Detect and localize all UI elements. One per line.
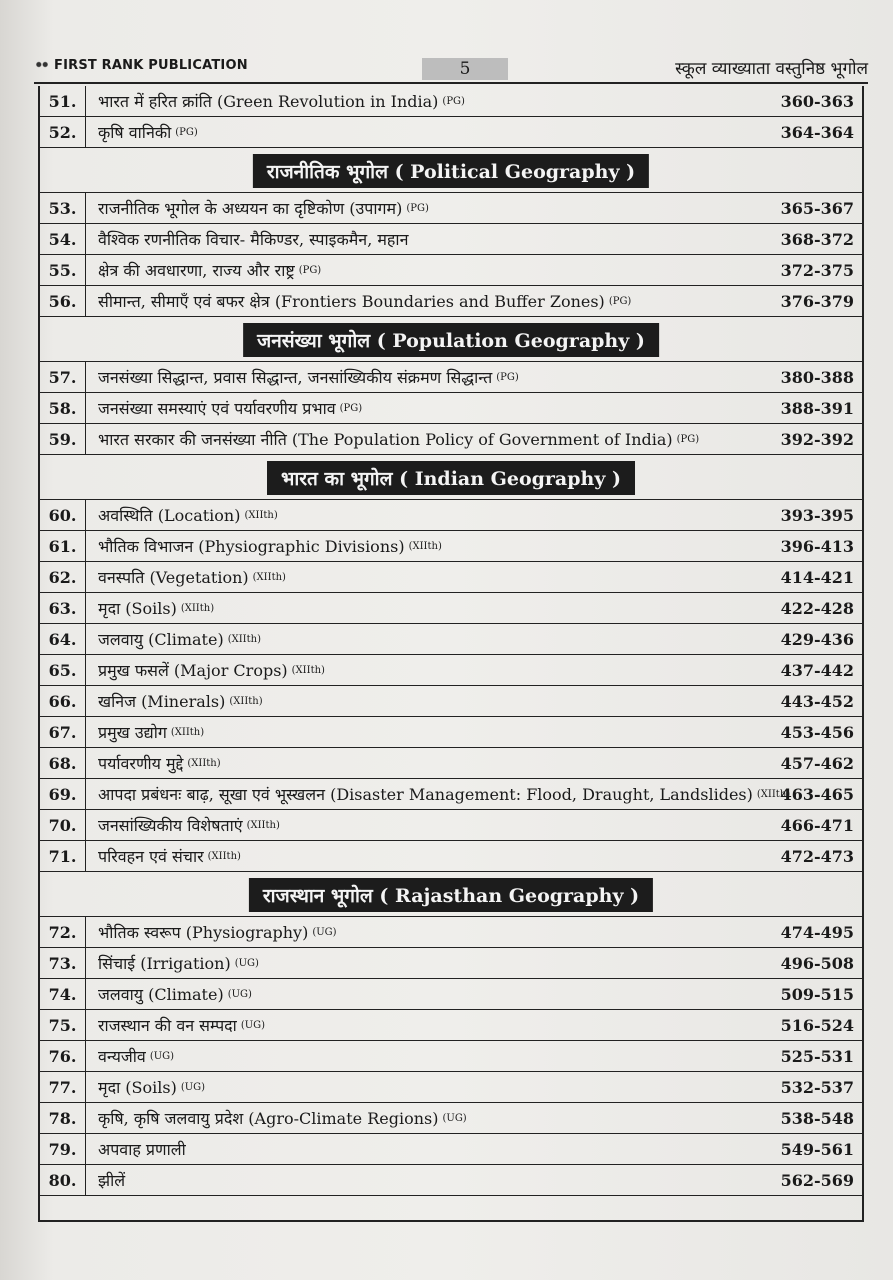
page-range: 463-465 <box>780 784 854 804</box>
toc-row <box>40 1010 862 1041</box>
level-tag: (XIIth) <box>291 664 325 676</box>
toc-row <box>40 1165 862 1196</box>
level-tag: (UG) <box>227 988 252 1000</box>
page-range: 496-508 <box>780 953 854 973</box>
page-range: 392-392 <box>780 429 854 449</box>
chapter-title: आपदा प्रबंधनः बाढ़, सूखा एवं भूस्खलन (Disaster Management: Flood, Draught, Landslides) <box>98 785 753 804</box>
toc-row <box>40 424 862 455</box>
level-tag: (PG) <box>442 95 465 107</box>
chapter-number: 55. <box>40 255 86 285</box>
chapter-title: अवस्थिति (Location) <box>98 506 241 525</box>
page-range: 396-413 <box>780 536 854 556</box>
page-range: 365-367 <box>780 198 854 218</box>
chapter-title-cell <box>98 717 762 747</box>
page-range: 388-391 <box>780 398 854 418</box>
chapter-title-cell <box>98 1010 762 1040</box>
toc-row <box>40 393 862 424</box>
page-range: 380-388 <box>780 367 854 387</box>
chapter-number: 58. <box>40 393 86 423</box>
level-tag: (UG) <box>240 1019 266 1031</box>
section-title: राजनीतिक भूगोल ( Political Geography ) <box>253 154 649 188</box>
chapter-number: 63. <box>40 593 86 623</box>
toc-row <box>40 500 862 531</box>
table-of-contents <box>38 86 864 1222</box>
chapter-title: मृदा (Soils) <box>98 599 177 618</box>
page-range: 364-364 <box>780 122 854 142</box>
chapter-title-cell <box>98 117 762 147</box>
toc-row <box>40 748 862 779</box>
toc-row <box>40 917 862 948</box>
page-range: 549-561 <box>780 1139 854 1159</box>
section-heading <box>40 455 862 500</box>
chapter-number: 51. <box>40 86 86 116</box>
chapter-title: क्षेत्र की अवधारणा, राज्य और राष्ट्र <box>98 261 295 280</box>
chapter-number: 70. <box>40 810 86 840</box>
level-tag: (XIIth) <box>207 850 241 862</box>
page-range: 414-421 <box>780 567 854 587</box>
page-range: 360-363 <box>780 91 854 111</box>
chapter-title: झीलें <box>98 1171 126 1190</box>
publisher-name <box>34 58 248 73</box>
page-range: 368-372 <box>780 229 854 249</box>
chapter-title: जलवायु (Climate) <box>98 630 224 649</box>
chapter-title: राजनीतिक भूगोल के अध्ययन का दृष्टिकोण (उपागम) <box>98 199 403 218</box>
page-range: 437-442 <box>780 660 854 680</box>
chapter-title: वैश्विक रणनीतिक विचार- मैकिण्डर, स्पाइकमैन, महान <box>98 230 409 249</box>
chapter-number: 64. <box>40 624 86 654</box>
chapter-number: 71. <box>40 841 86 871</box>
chapter-title-cell <box>98 362 762 392</box>
toc-row <box>40 1103 862 1134</box>
chapter-number: 54. <box>40 224 86 254</box>
toc-row <box>40 1134 862 1165</box>
level-tag: (XIIth) <box>756 788 791 800</box>
level-tag: (PG) <box>608 295 632 307</box>
chapter-number: 59. <box>40 424 86 454</box>
publisher-label: FIRST RANK PUBLICATION <box>54 58 248 73</box>
chapter-number: 80. <box>40 1165 86 1195</box>
chapter-title-cell <box>98 1072 762 1102</box>
chapter-title-cell <box>98 748 762 778</box>
section-title: भारत का भूगोल ( Indian Geography ) <box>267 461 635 495</box>
level-tag: (PG) <box>175 126 198 138</box>
page-range: 516-524 <box>780 1015 854 1035</box>
level-tag: (XIIth) <box>229 695 263 707</box>
chapter-title: प्रमुख फसलें (Major Crops) <box>98 661 288 680</box>
chapter-title: जनसांख्यिकीय विशेषताएं <box>98 816 243 835</box>
chapter-number: 52. <box>40 117 86 147</box>
chapter-number: 67. <box>40 717 86 747</box>
level-tag: (PG) <box>496 371 519 383</box>
chapter-number: 78. <box>40 1103 86 1133</box>
chapter-title: मृदा (Soils) <box>98 1078 177 1097</box>
page-range: 466-471 <box>780 815 854 835</box>
page-range: 457-462 <box>780 753 854 773</box>
level-tag: (PG) <box>339 402 363 414</box>
page-range: 525-531 <box>780 1046 854 1066</box>
level-tag: (UG) <box>180 1081 206 1093</box>
level-tag: (XIIth) <box>246 819 280 831</box>
toc-row <box>40 286 862 317</box>
level-tag: (PG) <box>406 202 429 214</box>
chapter-title: जनसंख्या समस्याएं एवं पर्यावरणीय प्रभाव <box>98 399 336 418</box>
toc-row <box>40 841 862 872</box>
chapter-number: 56. <box>40 286 86 316</box>
page-range: 509-515 <box>780 984 854 1004</box>
chapter-title-cell <box>98 917 762 947</box>
toc-row <box>40 655 862 686</box>
chapter-number: 57. <box>40 362 86 392</box>
chapter-number: 72. <box>40 917 86 947</box>
section-heading <box>40 872 862 917</box>
toc-row <box>40 562 862 593</box>
section-heading <box>40 148 862 193</box>
chapter-number: 62. <box>40 562 86 592</box>
chapter-number: 61. <box>40 531 86 561</box>
chapter-title-cell <box>98 810 762 840</box>
level-tag: (PG) <box>298 264 322 276</box>
chapter-title-cell <box>98 624 762 654</box>
chapter-title-cell <box>98 979 762 1009</box>
toc-row <box>40 979 862 1010</box>
chapter-title: भौतिक स्वरूप (Physiography) <box>98 923 309 942</box>
toc-row <box>40 193 862 224</box>
page-range: 422-428 <box>780 598 854 618</box>
level-tag: (XIIth) <box>408 540 442 552</box>
chapter-number: 76. <box>40 1041 86 1071</box>
chapter-title: परिवहन एवं संचार <box>98 847 204 866</box>
chapter-title-cell <box>98 1165 762 1195</box>
chapter-title-cell <box>98 562 762 592</box>
chapter-title: खनिज (Minerals) <box>98 692 226 711</box>
page-range: 532-537 <box>780 1077 854 1097</box>
page-range: 474-495 <box>780 922 854 942</box>
page-range: 538-548 <box>780 1108 854 1128</box>
chapter-title-cell <box>98 841 762 871</box>
toc-row <box>40 1041 862 1072</box>
chapter-title-cell <box>98 1134 762 1164</box>
chapter-number: 66. <box>40 686 86 716</box>
level-tag: (UG) <box>312 926 337 938</box>
toc-row <box>40 86 862 117</box>
chapter-title: जलवायु (Climate) <box>98 985 224 1004</box>
section-title: जनसंख्या भूगोल ( Population Geography ) <box>243 323 659 357</box>
chapter-title: जनसंख्या सिद्धान्त, प्रवास सिद्धान्त, जनसांख्यिकीय संक्रमण सिद्धान्त <box>98 368 493 387</box>
chapter-title-cell <box>98 593 762 623</box>
toc-row <box>40 1072 862 1103</box>
level-tag: (XIIth) <box>252 571 286 583</box>
page-range: 443-452 <box>780 691 854 711</box>
section-heading <box>40 317 862 362</box>
page-range: 429-436 <box>780 629 854 649</box>
level-tag: (UG) <box>234 957 259 969</box>
toc-row <box>40 593 862 624</box>
level-tag: (XIIth) <box>180 602 215 614</box>
toc-row <box>40 224 862 255</box>
toc-row <box>40 686 862 717</box>
chapter-title: भारत में हरित क्रांति (Green Revolution in India) <box>98 92 439 111</box>
chapter-title-cell <box>98 424 762 454</box>
chapter-title: कृषि, कृषि जलवायु प्रदेश (Agro-Climate Regions) <box>98 1109 439 1128</box>
level-tag: (XIIth) <box>227 633 261 645</box>
toc-row <box>40 624 862 655</box>
chapter-number: 77. <box>40 1072 86 1102</box>
chapter-title: सीमान्त, सीमाएँ एवं बफर क्षेत्र (Frontiers Boundaries and Buffer Zones) <box>98 292 605 311</box>
level-tag: (XIIth) <box>170 726 205 738</box>
chapter-title: कृषि वानिकी <box>98 123 172 142</box>
chapter-title: राजस्थान की वन सम्पदा <box>98 1016 237 1035</box>
page-number: 5 <box>422 58 508 80</box>
chapter-title-cell <box>98 531 762 561</box>
level-tag: (UG) <box>149 1050 175 1062</box>
chapter-number: 73. <box>40 948 86 978</box>
level-tag: (UG) <box>442 1112 467 1124</box>
toc-row <box>40 779 862 810</box>
chapter-number: 79. <box>40 1134 86 1164</box>
chapter-title: प्रमुख उद्योग <box>98 723 167 742</box>
chapter-number: 60. <box>40 500 86 530</box>
toc-row <box>40 255 862 286</box>
chapter-title: वनस्पति (Vegetation) <box>98 568 249 587</box>
chapter-title-cell <box>98 500 762 530</box>
publisher-logo-icon <box>34 59 50 70</box>
level-tag: (PG) <box>676 433 700 445</box>
page-range: 562-569 <box>780 1170 854 1190</box>
chapter-title-cell <box>98 779 791 809</box>
book-title: स्कूल व्याख्याता वस्तुनिष्ठ भूगोल <box>675 59 868 79</box>
chapter-title: पर्यावरणीय मुद्दे <box>98 754 184 773</box>
chapter-title: अपवाह प्रणाली <box>98 1140 186 1159</box>
chapter-title: भौतिक विभाजन (Physiographic Divisions) <box>98 537 405 556</box>
chapter-title-cell <box>98 193 762 223</box>
chapter-title-cell <box>98 686 762 716</box>
chapter-title-cell <box>98 1103 762 1133</box>
toc-row <box>40 717 862 748</box>
chapter-number: 75. <box>40 1010 86 1040</box>
chapter-number: 53. <box>40 193 86 223</box>
level-tag: (XIIth) <box>187 757 221 769</box>
chapter-title-cell <box>98 86 762 116</box>
chapter-title-cell <box>98 655 762 685</box>
page-range: 472-473 <box>780 846 854 866</box>
level-tag: (XIIth) <box>244 509 278 521</box>
chapter-title-cell <box>98 286 762 316</box>
chapter-number: 68. <box>40 748 86 778</box>
page-header <box>34 56 868 84</box>
chapter-number: 65. <box>40 655 86 685</box>
chapter-title: वन्यजीव <box>98 1047 146 1066</box>
chapter-number: 74. <box>40 979 86 1009</box>
page-range: 393-395 <box>780 505 854 525</box>
chapter-number: 69. <box>40 779 86 809</box>
page-range: 372-375 <box>780 260 854 280</box>
chapter-title: भारत सरकार की जनसंख्या नीति (The Population Policy of Government of India) <box>98 430 673 449</box>
chapter-title: सिंचाई (Irrigation) <box>98 954 231 973</box>
chapter-title-cell <box>98 255 762 285</box>
chapter-title-cell <box>98 224 762 254</box>
chapter-title-cell <box>98 393 762 423</box>
page-range: 376-379 <box>780 291 854 311</box>
toc-row <box>40 948 862 979</box>
page-range: 453-456 <box>780 722 854 742</box>
section-title: राजस्थान भूगोल ( Rajasthan Geography ) <box>249 878 653 912</box>
toc-row <box>40 117 862 148</box>
toc-row <box>40 531 862 562</box>
toc-row <box>40 362 862 393</box>
chapter-title-cell <box>98 948 762 978</box>
toc-row <box>40 810 862 841</box>
chapter-title-cell <box>98 1041 762 1071</box>
